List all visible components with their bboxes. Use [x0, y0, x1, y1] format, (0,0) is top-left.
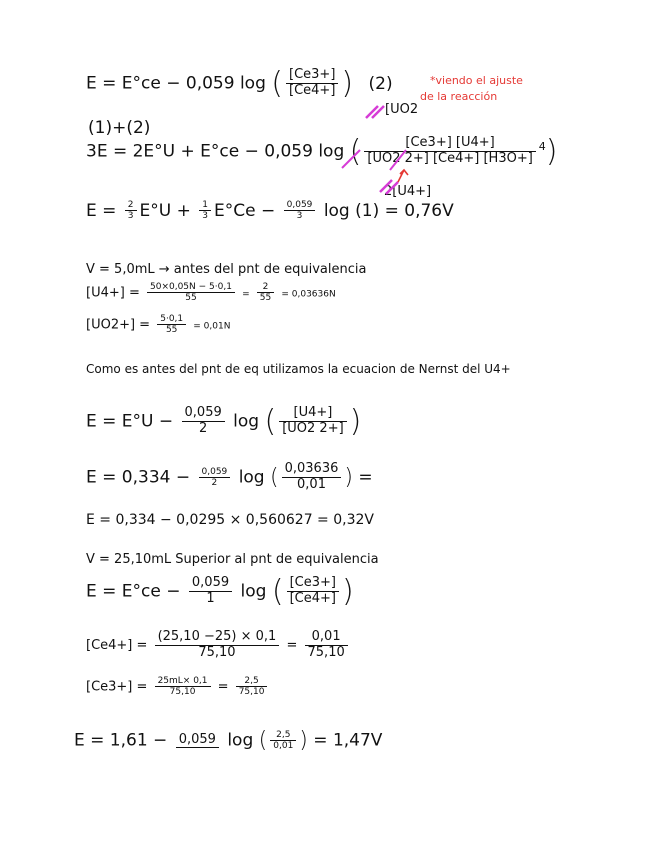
- annotation-bottom: 2[U4+]: [384, 184, 432, 199]
- nernst-ce-equation-2: E = E°ce − $\frac{0,059}{1}$ log ( $\frac{[Ce3+]}{[Ce4+]}$ ): [86, 574, 354, 609]
- u4-concentration: [U4+] = $\frac{50\times 0,05N - 5\cdot 0,1}{55}$ = $\frac{2}{55}$ = 0,03636N: [86, 282, 336, 304]
- nernst-u-equation: E = E°U − $\frac{0,059}{2}$ log ( $\frac{[U4+]}{[UO2 2+]}$ ): [86, 404, 362, 439]
- top-strike-mark: [366, 106, 384, 118]
- nernst-u-result: E = 0,334 − 0,0295 × 0,560627 = 0,32V: [86, 512, 374, 528]
- volume-25ml-heading: V = 25,10mL Superior al pnt de equivalencia: [86, 552, 379, 567]
- annotation-note-2: de la reacción: [420, 90, 498, 103]
- uo2-concentration: [UO2+] = $\frac{5\cdot 0,1}{55}$ = 0,01N: [86, 314, 231, 336]
- combined-fraction: $\frac{[Ce3+] [U4+]}{[UO2 2+] [Ce4+] [H3O+]}$: [364, 136, 535, 167]
- equivalence-potential: E = $\frac{2}{3}$ E°U + $\frac{1}{3}$ E°Ce − $\frac{0,059}{3}$ log (1) = 0,76V: [86, 200, 454, 222]
- eq1-tag: (2): [368, 73, 393, 94]
- annotation-top: [UO2: [385, 102, 419, 117]
- annotation-note-1: *viendo el ajuste: [430, 74, 523, 87]
- nernst-sentence: Como es antes del pnt de eq utilizamos la ecuacion de Nernst del U4+: [86, 362, 511, 376]
- volume-5ml-heading: V = 5,0mL → antes del pnt de equivalencia: [86, 262, 367, 277]
- final-potential: E = 1,61 − 0,059 log ( $\frac{2,5}{0,01}$ ) = 1,47V: [74, 728, 383, 753]
- eq1-lhs: E = E°ce − 0,059 log: [86, 73, 266, 94]
- annotation-arrow: [398, 170, 408, 182]
- ce4-concentration: [Ce4+] = $\frac{(25,10 -25) \times 0,1}{75,10}$ = $\frac{0,01}{75,10}$: [86, 630, 351, 661]
- eq1-fraction: $\frac{[Ce3+]}{[Ce4+]}$: [286, 68, 338, 99]
- nernst-ce-equation: E = E°ce − 0,059 log ( $\frac{[Ce3+]}{[Ce4+]}$ ) (2): [86, 66, 393, 101]
- sum-label: (1)+(2): [88, 118, 151, 138]
- combined-equation: 3E = 2E°U + E°ce − 0,059 log ( $\frac{[Ce3+] [U4+]}{[UO2 2+] [Ce4+] [H3O+]}$ $^4$): [86, 134, 558, 169]
- nernst-u-substituted: E = 0,334 − $\frac{0,059}{2}$ log ( $\frac{0,03636}{0,01}$ ) =: [86, 461, 373, 492]
- ce3-concentration: [Ce3+] = $\frac{25mL\times 0,1}{75,10}$ = $\frac{2,5}{75,10}$: [86, 676, 270, 698]
